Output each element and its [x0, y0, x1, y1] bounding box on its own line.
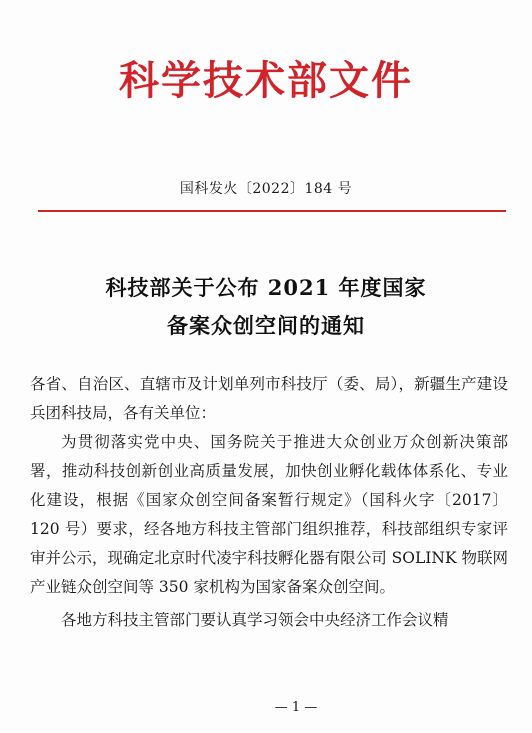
notice-title-line-1: 科技部关于公布 2021 年度国家 — [105, 275, 427, 300]
red-divider-line — [38, 210, 506, 212]
body-paragraph-2: 各地方科技主管部门要认真学习领会中央经济工作会议精 — [61, 611, 449, 629]
page-number: — 1 — — [274, 700, 318, 715]
body-paragraph-1: 为贯彻落实党中央、国务院关于推进大众创业万众创新决策部署，推动科技创新创业高质量发展，加快创业孵化载体体系化、专业化建设，根据《国家众创空间备案暂行规定》（国科火字〔2017〕120 号）要求，经各地方科技主管部门组织推荐，科技部组织专家评审并公示，现确定北京时代凌宇科技孵化器有限公司 SOLINK 物联网产业链众创空间等 350 家机构为国家备案众创空间。 — [30, 433, 508, 596]
notice-title-line-2: 备案众创空间的通知 — [167, 313, 365, 338]
addressee-paragraph: 各省、自治区、直辖市及计划单列市科技厅（委、局），新疆生产建设兵团科技局，各有关单位： — [30, 375, 508, 422]
document-number: 国科发火〔2022〕184 号 — [179, 181, 353, 197]
document-header-title: 科学技术部文件 — [119, 58, 413, 104]
document-body — [30, 370, 508, 635]
